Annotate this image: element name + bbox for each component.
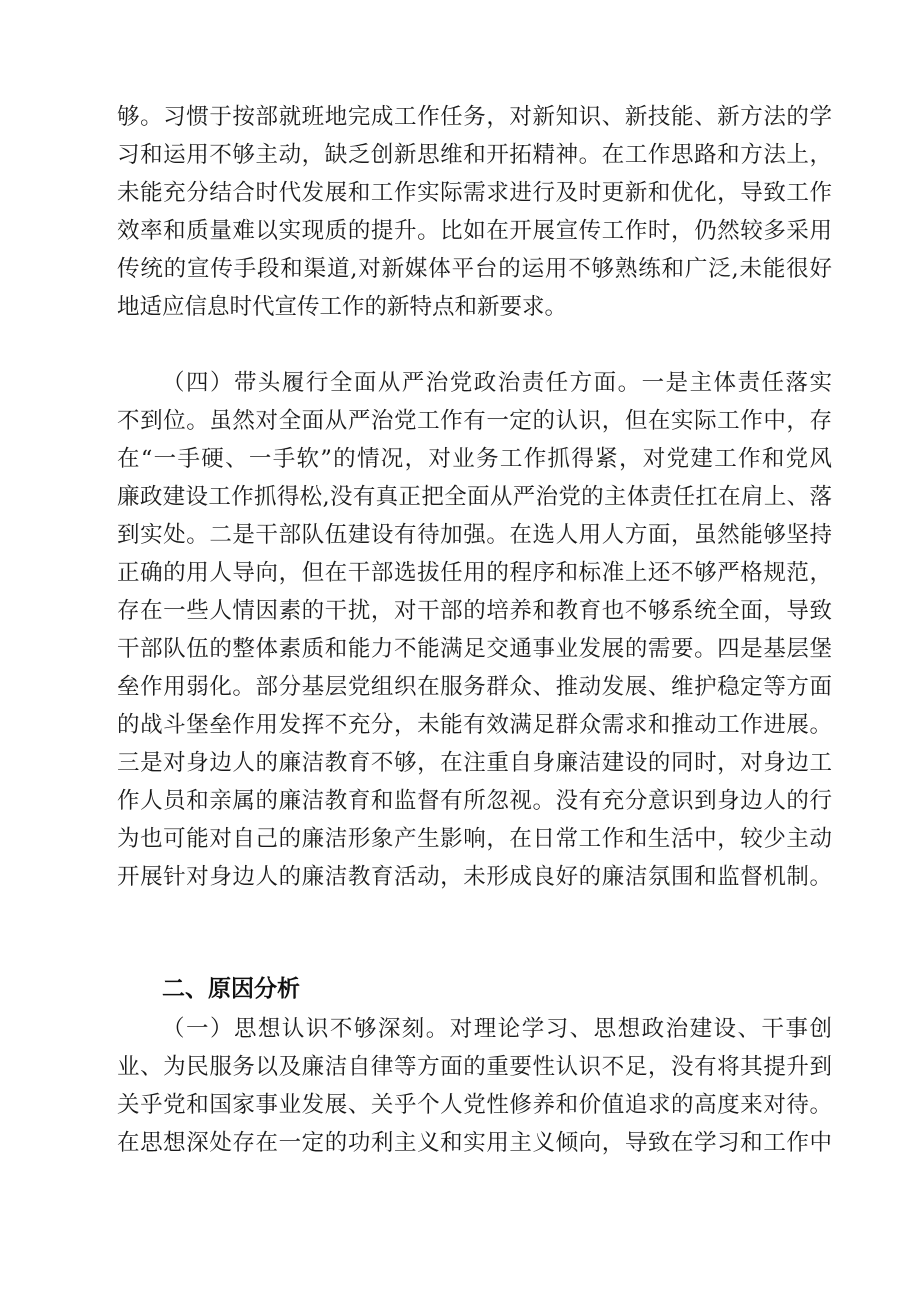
text-line: 三是对身边人的廉洁教育不够，在注重自身廉洁建设的同时，对身边工 [117,750,832,776]
text-line: 干部队伍的整体素质和能力不能满足交通事业发展的需要。四是基层堡 [117,636,832,662]
text-line: 地适应信息时代宣传工作的新特点和新要求。 [117,294,568,320]
text-line: 不到位。虽然对全面从严治党工作有一定的认识，但在实际工作中，存 [117,408,832,434]
text-line: 到实处。二是干部队伍建设有待加强。在选人用人方面，虽然能够坚持 [117,522,832,548]
text-line: 在思想深处存在一定的功利主义和实用主义倾向，导致在学习和工作中 [117,1130,832,1156]
text-line: 的战斗堡垒作用发挥不充分，未能有效满足群众需求和推动工作进展。 [117,712,832,738]
text-line: 为也可能对自己的廉洁形象产生影响，在日常工作和生活中，较少主动 [117,826,832,852]
text-line: 正确的用人导向，但在干部选拔任用的程序和标准上还不够严格规范， [117,560,832,586]
text-line: 在“一手硬、一手软”的情况，对业务工作抓得紧，对党建工作和党风 [117,446,832,472]
text-line: （一）思想认识不够深刻。对理论学习、思想政治建设、干事创 [162,1016,832,1042]
text-line: 垒作用弱化。部分基层党组织在服务群众、推动发展、维护稳定等方面 [117,674,832,700]
text-line: 未能充分结合时代发展和工作实际需求进行及时更新和优化，导致工作 [117,180,832,206]
text-line: 关乎党和国家事业发展、关乎个人党性修养和价值追求的高度来对待。 [117,1092,832,1118]
section-heading: 二、原因分析 [162,976,300,1002]
text-line: 习和运用不够主动，缺乏创新思维和开拓精神。在工作思路和方法上， [117,142,832,168]
text-line: 够。习惯于按部就班地完成工作任务，对新知识、新技能、新方法的学 [117,104,832,130]
text-line: 传统的宣传手段和渠道,对新媒体平台的运用不够熟练和广泛,未能很好 [117,256,832,282]
text-line: （四）带头履行全面从严治党政治责任方面。一是主体责任落实 [162,370,832,396]
text-line: 作人员和亲属的廉洁教育和监督有所忽视。没有充分意识到身边人的行 [117,788,832,814]
text-line: 业、为民服务以及廉洁自律等方面的重要性认识不足，没有将其提升到 [117,1054,832,1080]
text-line: 开展针对身边人的廉洁教育活动，未形成良好的廉洁氛围和监督机制。 [117,864,832,890]
text-line: 存在一些人情因素的干扰，对干部的培养和教育也不够系统全面，导致 [117,598,832,624]
text-line: 效率和质量难以实现质的提升。比如在开展宣传工作时，仍然较多采用 [117,218,832,244]
text-line: 廉政建设工作抓得松,没有真正把全面从严治党的主体责任扛在肩上、落 [117,484,832,510]
